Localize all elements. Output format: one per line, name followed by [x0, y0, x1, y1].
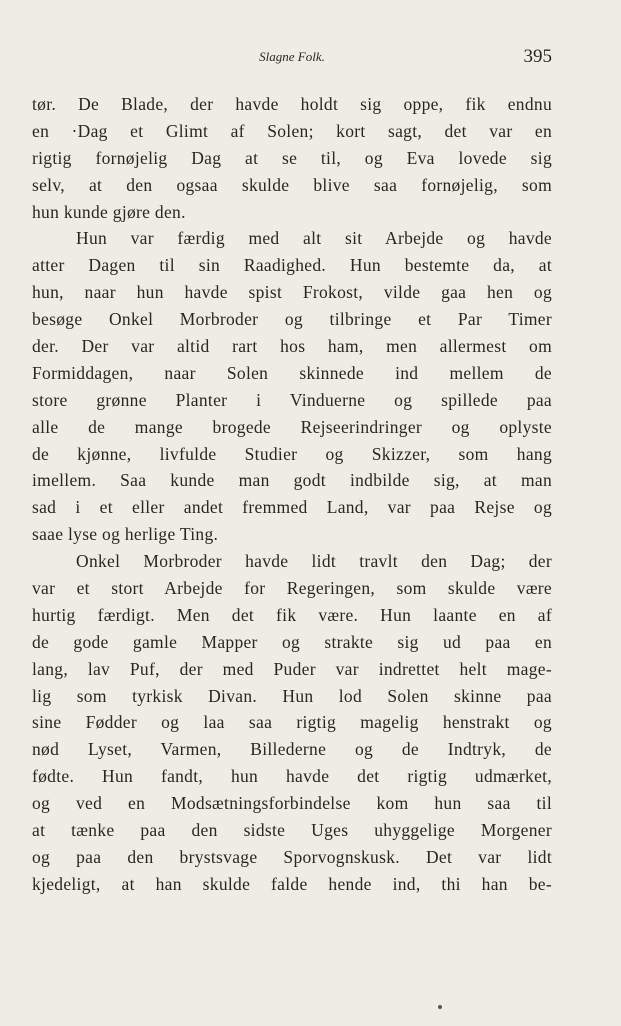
body-text: [32, 91, 552, 898]
text-line: og paa den brystsvage Sporvognskusk. Det var lidt: [32, 846, 552, 867]
text-line: fødte. Hun fandt, hun havde det rigtig udmærket,: [32, 766, 552, 787]
text-line: atter Dagen til sin Raadighed. Hun bestemte da, at: [32, 255, 552, 276]
text-line: selv, at den ogsaa skulde blive saa fornøjelig, som: [32, 174, 552, 195]
text-line: var et stort Arbejde for Regeringen, som skulde være: [32, 578, 552, 599]
running-head: [32, 46, 552, 72]
text-line: Hun var færdig med alt sit Arbejde og havde: [76, 228, 552, 249]
text-line: de kjønne, livfulde Studier og Skizzer, som hang: [32, 443, 552, 464]
running-title: Slagne Folk.: [259, 49, 325, 64]
text-line: store grønne Planter i Vinduerne og spillede paa: [32, 389, 552, 410]
text-line: sad i et eller andet fremmed Land, var paa Rejse og: [32, 497, 552, 518]
text-line: hurtig færdigt. Men det fik være. Hun laante en af: [32, 604, 552, 625]
text-line: sine Fødder og laa saa rigtig magelig henstrakt og: [32, 712, 552, 733]
text-line: hun kunde gjøre den.: [32, 201, 186, 222]
printer-mark: [438, 1005, 442, 1009]
text-line: Onkel Morbroder havde lidt travlt den Dag; der: [76, 551, 552, 572]
text-line: kjedeligt, at han skulde falde hende ind, thi han be-: [32, 873, 552, 894]
text-line: og ved en Modsætningsforbindelse kom hun saa til: [32, 793, 552, 814]
text-line: imellem. Saa kunde man godt indbilde sig, at man: [32, 470, 552, 491]
text-line: de gode gamle Mapper og strakte sig ud paa en: [32, 631, 552, 652]
text-line: alle de mange brogede Rejseerindringer og oplyste: [32, 416, 552, 437]
text-line: saae lyse og herlige Ting.: [32, 524, 219, 545]
text-line: rigtig fornøjelig Dag at se til, og Eva lovede sig: [32, 147, 552, 168]
text-line: lig som tyrkisk Divan. Hun lod Solen skinne paa: [32, 685, 552, 706]
text-line: at tænke paa den sidste Uges uhyggelige Morgener: [32, 820, 552, 841]
text-line: lang, lav Puf, der med Puder var indrettet helt mage-: [32, 658, 552, 679]
text-line: nød Lyset, Varmen, Billederne og de Indtryk, de: [32, 739, 552, 760]
text-line: besøge Onkel Morbroder og tilbringe et Par Timer: [32, 309, 552, 330]
text-line: tør. De Blade, der havde holdt sig oppe, fik endnu: [32, 94, 552, 114]
text-line: Formiddagen, naar Solen skinnede ind mellem de: [32, 362, 552, 383]
text-line: der. Der var altid rart hos ham, men allermest om: [32, 336, 552, 357]
text-line: hun, naar hun havde spist Frokost, vilde gaa hen og: [32, 282, 552, 303]
text-line: en ·Dag et Glimt af Solen; kort sagt, det var en: [32, 120, 552, 141]
page-number: 395: [523, 46, 552, 67]
